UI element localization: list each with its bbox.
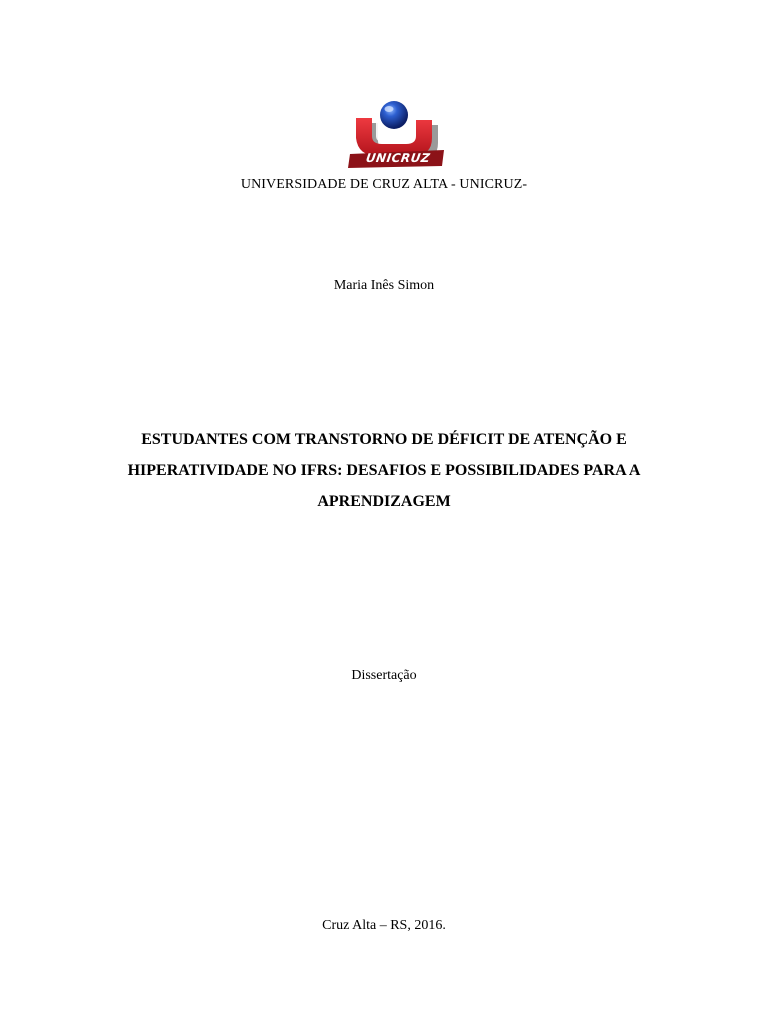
- document-title: [0, 424, 768, 517]
- author-name: Maria Inês Simon: [333, 278, 435, 293]
- document-type: Dissertação: [351, 668, 417, 683]
- logo-wordmark: UNICRUZ: [364, 151, 432, 165]
- unicruz-logo-icon: [344, 98, 456, 170]
- title-line: ESTUDANTES COM TRANSTORNO DE DÉFICIT DE ATENÇÃO E: [141, 431, 627, 448]
- place-and-date: Cruz Alta – RS, 2016.: [322, 918, 446, 933]
- title-line: HIPERATIVIDADE NO IFRS: DESAFIOS E POSSIBILIDADES PARA A: [127, 462, 641, 479]
- university-name: UNIVERSIDADE DE CRUZ ALTA - UNICRUZ-: [240, 177, 528, 192]
- title-line: APRENDIZAGEM: [317, 493, 451, 510]
